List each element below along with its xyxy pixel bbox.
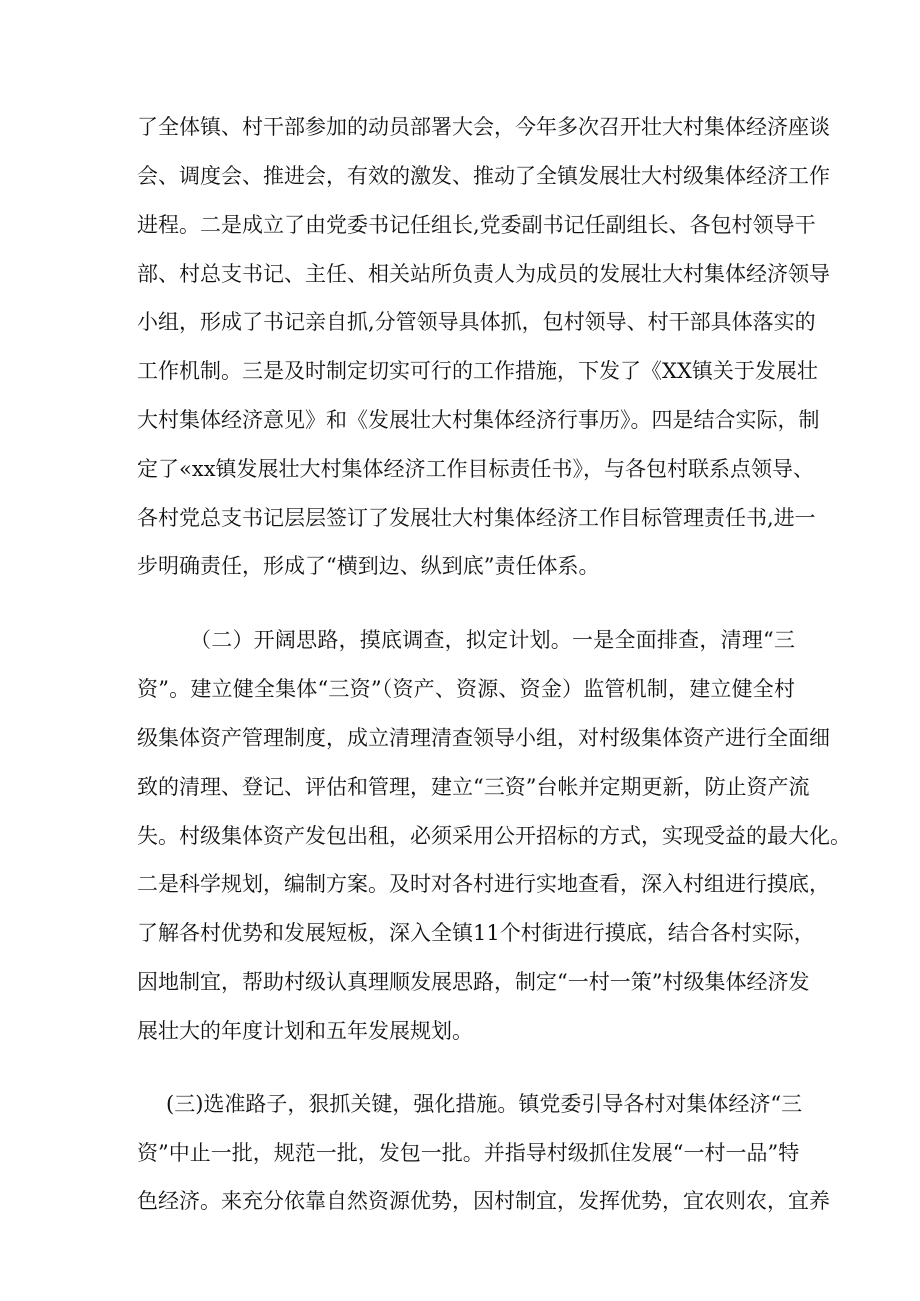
text-line: 步明确责任，形成了“横到边、纵到底”责任体系。 <box>137 554 600 578</box>
text-line: 二是科学规划，编制方案。及时对各村进行实地查看，深入村组进行摸底， <box>137 872 830 896</box>
text-line: 进程。二是成立了由党委书记任组长,党委副书记任副组长、各包村领导干 <box>137 213 816 237</box>
text-line: 了全体镇、村干部参加的动员部署大会，今年多次召开壮大村集体经济座谈 <box>137 115 830 139</box>
text-line: 小组，形成了书记亲自抓,分管领导具体抓，包村领导、村干部具体落实的 <box>137 310 816 334</box>
text-line: (三)选准路子，狠抓关键，强化措施。镇党委引导各村对集体经济“三 <box>166 1092 803 1116</box>
text-line: 部、村总支书记、主任、相关站所负责人为成员的发展壮大村集体经济领导 <box>137 262 830 286</box>
text-line: 了解各村优势和发展短板，深入全镇11个村街进行摸底，结合各村实际， <box>137 921 815 945</box>
text-line: 大村集体经济意见》和《发展壮大村集体经济行事历》。四是结合实际，制 <box>137 408 820 432</box>
text-line: 展壮大的年度计划和五年发展规划。 <box>137 1019 473 1043</box>
text-line: 色经济。来充分依靠自然资源优势，因村制宜，发挥优势，宜农则农，宜养 <box>137 1189 830 1213</box>
text-line: 资”。建立健全集体“三资”（资产、资源、资金）监管机制，建立健全村 <box>137 677 795 701</box>
text-line: 资”中止一批，规范一批，发包一批。并指导村级抓住发展“一村一品”特 <box>137 1141 800 1165</box>
text-line: 各村党总支书记层层签订了发展壮大村集体经济工作目标管理责任书,进一 <box>137 506 816 530</box>
text-line: 因地制宜，帮助村级认真理顺发展思路，制定“一村一策”村级集体经济发 <box>137 970 810 994</box>
text-line: 致的清理、登记、评估和管理，建立“三资”台帐并定期更新，防止资产流 <box>137 775 810 799</box>
text-line: 会、调度会、推进会，有效的激发、推动了全镇发展壮大村级集体经济工作 <box>137 164 830 188</box>
text-line: 失。村级集体资产发包出租，必须采用公开招标的方式，实现受益的最大化。 <box>137 824 851 848</box>
text-line: 工作机制。三是及时制定切实可行的工作措施，下发了《XX镇关于发展壮 <box>137 359 818 383</box>
text-line: 定了«xx镇发展壮大村集体经济工作目标责任书》，与各包村联系点领导、 <box>137 457 815 481</box>
text-line: 级集体资产管理制度，成立清理清查领导小组，对村级集体资产进行全面细 <box>137 726 830 750</box>
text-line: （二）开阔思路，摸底调查，拟定计划。一是全面排查，清理“三 <box>190 628 795 652</box>
